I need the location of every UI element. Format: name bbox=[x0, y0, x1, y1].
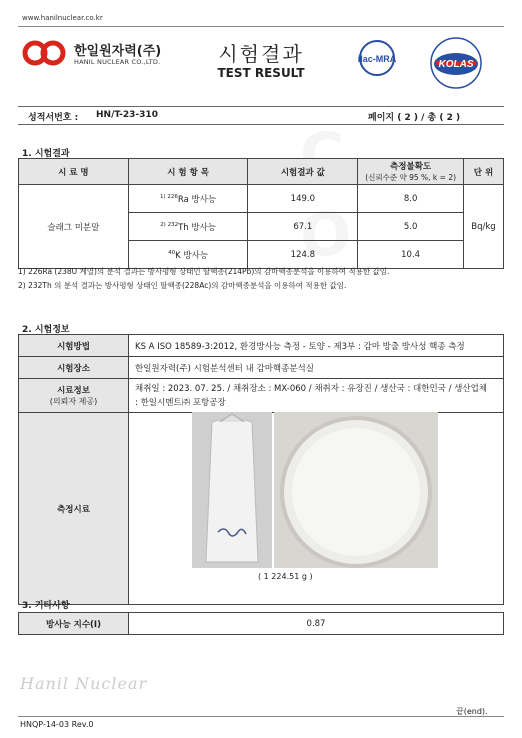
hanil-logo-icon bbox=[22, 40, 66, 66]
page-info: 페이지 ( 2 ) / 총 ( 2 ) bbox=[368, 113, 461, 123]
col-item: 시 험 항 목 bbox=[128, 159, 248, 185]
sample-info-value: 채취일 : 2023. 07. 25. / 채취장소 : MX-060 / 채취자 : 유장진 / 생산국 : 대한민국 / 생산업체 : 한일시멘트㈜ 포항공장 bbox=[129, 379, 504, 413]
result-value: 149.0 bbox=[248, 185, 358, 213]
company-name-en: HANIL NUCLEAR CO.,LTD. bbox=[74, 58, 161, 66]
result-value: 67.1 bbox=[248, 213, 358, 241]
website-url: www.hanilnuclear.co.kr bbox=[22, 14, 103, 22]
sample-bag-photo bbox=[192, 412, 272, 568]
radioactivity-index-value: 0.87 bbox=[129, 613, 504, 635]
sample-info-label: 시료정보 (의뢰자 제공) bbox=[19, 379, 129, 413]
table-row bbox=[19, 379, 504, 413]
col-unit: 단 위 bbox=[464, 159, 504, 185]
table-row bbox=[19, 357, 504, 379]
report-number: HN/T-23-310 bbox=[96, 110, 158, 120]
note-1: 1) 226Ra (238U 계열)의 분석 결과는 방사평형 상태인 딸핵종(214Pb)의 감마핵종분석을 이용하여 적용한 값임. bbox=[18, 267, 390, 276]
ilac-mra-icon bbox=[348, 38, 406, 88]
uncertainty-value: 5.0 bbox=[358, 213, 464, 241]
form-number: HNQP-14-03 Rev.0 bbox=[20, 720, 94, 729]
table-row bbox=[19, 613, 504, 635]
table-row bbox=[19, 335, 504, 357]
place-value: 한일원자력(주) 시험분석센터 내 감마핵종분석실 bbox=[129, 357, 504, 379]
table-row bbox=[19, 185, 504, 213]
sample-name: 슬래그 미분말 bbox=[19, 185, 129, 269]
col-result: 시험결과 값 bbox=[248, 159, 358, 185]
kolas-icon bbox=[414, 36, 498, 90]
page-title-kr: 시험결과 bbox=[218, 42, 304, 66]
sample-weight: ( 1 224.51 g ) bbox=[258, 572, 313, 581]
handwritten-mark: Hanil Nuclear bbox=[20, 674, 148, 693]
svg-text:ilac-MRA: ilac-MRA bbox=[357, 54, 397, 64]
measure-sample-label: 측정시료 bbox=[19, 413, 129, 605]
end-mark: 끝(end). bbox=[456, 707, 488, 716]
svg-text:KOLAS: KOLAS bbox=[438, 59, 474, 70]
place-label: 시험장소 bbox=[19, 357, 129, 379]
uncertainty-value: 10.4 bbox=[358, 241, 464, 269]
test-item: $^{2) 232}$Th 방사능 bbox=[128, 213, 248, 241]
company-name-kr: 한일원자력(주) bbox=[74, 44, 162, 59]
sample-powder-photo bbox=[274, 412, 438, 568]
top-divider bbox=[18, 26, 504, 27]
result-value: 124.8 bbox=[248, 241, 358, 269]
col-sample: 시 료 명 bbox=[19, 159, 129, 185]
uncertainty-value: 8.0 bbox=[358, 185, 464, 213]
other-info-table bbox=[18, 612, 504, 635]
section3-title: 3. 기타사항 bbox=[22, 601, 70, 611]
radioactivity-index-label: 방사능 지수(I) bbox=[19, 613, 129, 635]
bottom-divider bbox=[18, 716, 504, 717]
test-item: $^{40}$K 방사능 bbox=[128, 241, 248, 269]
page-title-en: TEST RESULT bbox=[217, 66, 305, 80]
meta-divider-bottom bbox=[18, 124, 504, 125]
col-uncertainty: 측정불확도 (신뢰수준 약 95 %, k = 2) bbox=[358, 159, 464, 185]
section2-title: 2. 시험정보 bbox=[22, 325, 70, 335]
note-2: 2) 232Th 의 분석 결과는 방사평형 상태인 딸핵종(228Ac)의 감마핵종분석을 이용하여 적용한 값임. bbox=[18, 281, 347, 290]
test-item: $^{1) 226}$Ra 방사능 bbox=[128, 185, 248, 213]
unit-value: Bq/kg bbox=[464, 185, 504, 269]
method-value: KS A ISO 18589-3:2012, 환경방사능 측정 - 토양 - 제3부 : 감마 방출 방사성 핵종 측정 bbox=[129, 335, 504, 357]
meta-divider-top bbox=[18, 106, 504, 107]
report-number-label: 성적서번호 : bbox=[28, 113, 79, 123]
results-table bbox=[18, 158, 504, 269]
section1-title: 1. 시험결과 bbox=[22, 149, 70, 159]
method-label: 시험방법 bbox=[19, 335, 129, 357]
